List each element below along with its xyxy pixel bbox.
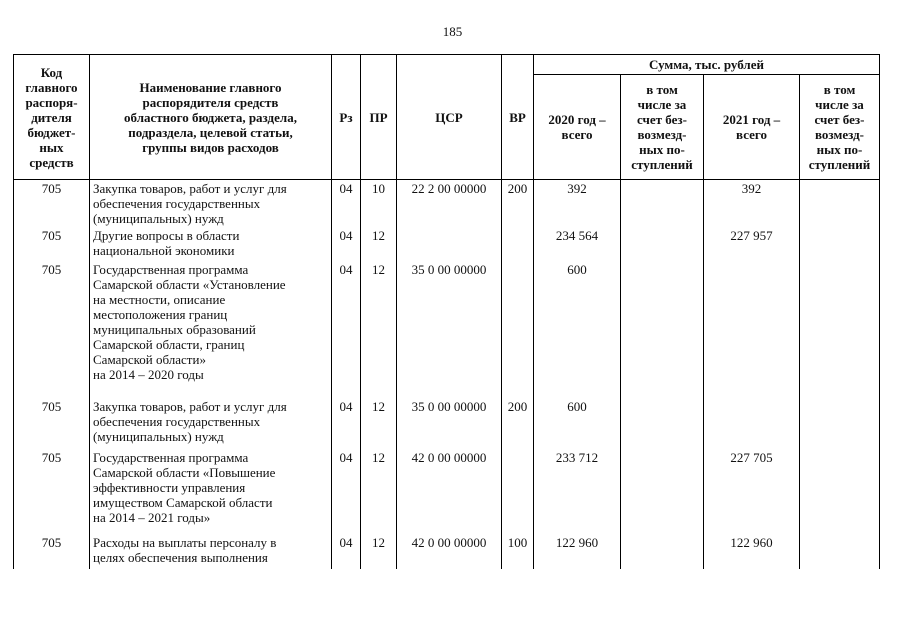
cell-csr: 35 0 00 00000 <box>397 399 502 450</box>
cell-2021-free <box>800 450 880 535</box>
cell-2020-total: 233 712 <box>534 450 621 535</box>
cell-name: Государственная программа Самарской области «Повышение эффективности управления имуществом Самарской области на 2014 – 2021 годы» <box>90 450 332 535</box>
cell-2020-total: 392 <box>534 180 621 228</box>
cell-rz: 04 <box>332 262 361 399</box>
cell-code: 705 <box>14 535 90 569</box>
cell-name: Закупка товаров, работ и услуг для обеспечения государственных (муниципальных) нужд <box>90 180 332 228</box>
cell-vr: 200 <box>502 180 534 228</box>
cell-name: Другие вопросы в области национальной экономики <box>90 228 332 262</box>
cell-2020-free <box>621 180 704 228</box>
cell-pr: 10 <box>361 180 397 228</box>
header-2021-total: 2021 год – всего <box>704 75 800 180</box>
cell-2021-total: 122 960 <box>704 535 800 569</box>
header-2021-free: в том числе за счет без- возмезд- ных по- ступлений <box>800 75 880 180</box>
budget-table <box>13 54 880 569</box>
cell-csr <box>397 228 502 262</box>
cell-2020-free <box>621 228 704 262</box>
cell-2020-total: 122 960 <box>534 535 621 569</box>
cell-2020-free <box>621 535 704 569</box>
cell-vr: 100 <box>502 535 534 569</box>
cell-2021-free <box>800 262 880 399</box>
cell-code: 705 <box>14 228 90 262</box>
cell-2020-total: 600 <box>534 399 621 450</box>
cell-rz: 04 <box>332 228 361 262</box>
cell-2020-free <box>621 399 704 450</box>
cell-2020-free <box>621 262 704 399</box>
cell-vr <box>502 228 534 262</box>
cell-csr: 22 2 00 00000 <box>397 180 502 228</box>
table-row <box>14 535 880 569</box>
cell-pr: 12 <box>361 535 397 569</box>
header-2020-total: 2020 год – всего <box>534 75 621 180</box>
cell-pr: 12 <box>361 450 397 535</box>
cell-pr: 12 <box>361 228 397 262</box>
cell-2021-free <box>800 535 880 569</box>
cell-2020-total: 600 <box>534 262 621 399</box>
header-vr: ВР <box>502 55 534 180</box>
cell-vr: 200 <box>502 399 534 450</box>
cell-code: 705 <box>14 262 90 399</box>
cell-code: 705 <box>14 399 90 450</box>
cell-2021-free <box>800 228 880 262</box>
cell-2020-total: 234 564 <box>534 228 621 262</box>
cell-code: 705 <box>14 450 90 535</box>
cell-2021-total: 392 <box>704 180 800 228</box>
cell-code: 705 <box>14 180 90 228</box>
header-name: Наименование главного распорядителя средств областного бюджета, раздела, подраздела, целевой статьи, группы видов расходов <box>90 55 332 180</box>
cell-name: Государственная программа Самарской области «Установление на местности, описание местоположения границ муниципальных образований Самарской области, границ Самарской области» на 2014 – 2020 годы <box>90 262 332 399</box>
table-row <box>14 228 880 262</box>
header-rz: Рз <box>332 55 361 180</box>
cell-vr <box>502 262 534 399</box>
cell-name: Расходы на выплаты персоналу в целях обеспечения выполнения <box>90 535 332 569</box>
cell-name: Закупка товаров, работ и услуг для обеспечения государственных (муниципальных) нужд <box>90 399 332 450</box>
header-csr: ЦСР <box>397 55 502 180</box>
table-row <box>14 450 880 535</box>
cell-csr: 35 0 00 00000 <box>397 262 502 399</box>
cell-rz: 04 <box>332 180 361 228</box>
cell-vr <box>502 450 534 535</box>
page-number: 185 <box>442 24 463 39</box>
cell-csr: 42 0 00 00000 <box>397 450 502 535</box>
table-row <box>14 262 880 399</box>
cell-rz: 04 <box>332 535 361 569</box>
cell-2021-total <box>704 262 800 399</box>
cell-csr: 42 0 00 00000 <box>397 535 502 569</box>
header-pr: ПР <box>361 55 397 180</box>
cell-2021-total <box>704 399 800 450</box>
table-row <box>14 180 880 228</box>
table-row <box>14 399 880 450</box>
header-code: Код главного распоря- дителя бюджет- ных средств <box>14 55 90 180</box>
header-sum-group: Сумма, тыс. рублей <box>534 55 880 75</box>
cell-2020-free <box>621 450 704 535</box>
cell-2021-free <box>800 180 880 228</box>
cell-2021-total: 227 705 <box>704 450 800 535</box>
cell-rz: 04 <box>332 399 361 450</box>
cell-2021-total: 227 957 <box>704 228 800 262</box>
cell-pr: 12 <box>361 399 397 450</box>
cell-rz: 04 <box>332 450 361 535</box>
cell-pr: 12 <box>361 262 397 399</box>
cell-2021-free <box>800 399 880 450</box>
header-2020-free: в том числе за счет без- возмезд- ных по- ступлений <box>621 75 704 180</box>
